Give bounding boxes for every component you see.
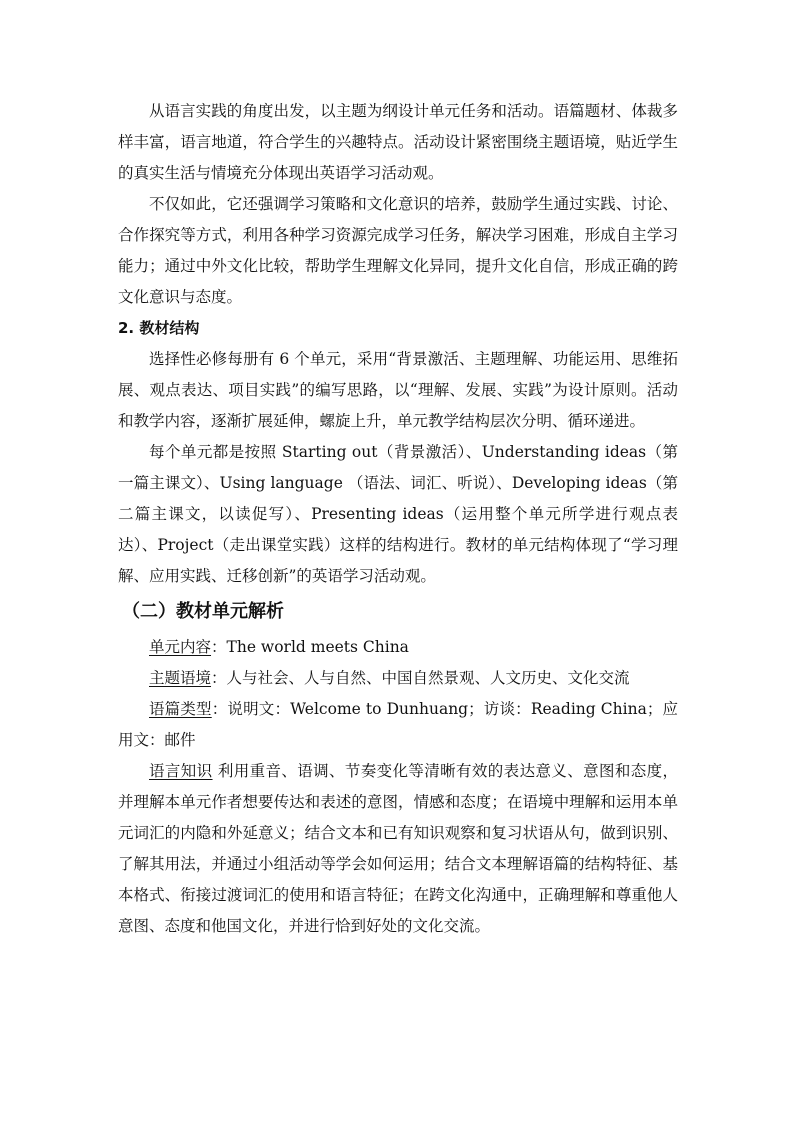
paragraph-learning-strategy: 不仅如此，它还强调学习策略和文化意识的培养，鼓励学生通过实践、讨论、合作探究等方式，利用各种学习资源完成学习任务，解决学习困难，形成自主学习能力；通过中外文化比较，帮助学生理解文化异同，提升文化自信，形成正确的跨文化意识与态度。 <box>118 195 678 306</box>
paragraph-language-practice: 从语言实践的角度出发，以主题为纲设计单元任务和活动。语篇题材、体裁多样丰富，语言地道，符合学生的兴趣特点。活动设计紧密围绕主题语境，贴近学生的真实生活与情境充分体现出英语学习活动观。 <box>118 102 678 182</box>
label-text-genre: 语篇类型 <box>149 700 212 718</box>
heading-unit-analysis: （二）教材单元解析 <box>122 601 284 622</box>
value-text-genre: ：说明文：Welcome to Dunhuang；访谈：Reading China；应用文：邮件 <box>118 700 678 749</box>
heading-textbook-structure: 2. 教材结构 <box>118 319 200 337</box>
paragraph-language-knowledge <box>118 756 678 942</box>
label-unit-content: 单元内容 <box>149 638 212 656</box>
paragraph-unit-content <box>118 632 678 663</box>
value-unit-content: ：The world meets China <box>211 638 409 656</box>
document-page <box>118 96 678 942</box>
paragraph-theme-context <box>118 663 678 694</box>
paragraph-units-overview: 选择性必修每册有 6 个单元，采用“背景激活、主题理解、功能运用、思维拓展、观点表达、项目实践”的编写思路，以“理解、发展、实践”为设计原则。活动和教学内容，逐渐扩展延伸，螺旋上升，单元教学结构层次分明、循环递进。 <box>118 350 678 430</box>
label-language-knowledge: 语言知识 <box>149 762 213 780</box>
paragraph-text-genre <box>118 694 678 756</box>
value-theme-context: ：人与社会、人与自然、中国自然景观、人文历史、文化交流 <box>211 669 630 687</box>
paragraph-unit-structure: 每个单元都是按照 Starting out（背景激活）、Understanding ideas（第一篇主课文）、Using language （语法、词汇、听说）、Developing ideas（第二篇主课文，以读促写）、Presenting ideas（运用整个单元所学进行观点表达）、Project（走出课堂实践）这样的结构进行。教材的单元结构体现了“学习理解、应用实践、迁移创新”的英语学习活动观。 <box>118 443 678 585</box>
value-language-knowledge: 利用重音、语调、节奏变化等清晰有效的表达意义、意图和态度，并理解本单元作者想要传达和表述的意图，情感和态度；在语境中理解和运用本单元词汇的内隐和外延意义；结合文本和已有知识观察和复习状语从句，做到识别、了解其用法，并通过小组活动等学会如何运用；结合文本理解语篇的结构特征、基本格式、衔接过渡词汇的使用和语言特征；在跨文化沟通中，正确理解和尊重他人意图、态度和他国文化，并进行恰到好处的文化交流。 <box>118 762 678 935</box>
label-theme-context: 主题语境 <box>149 669 212 687</box>
